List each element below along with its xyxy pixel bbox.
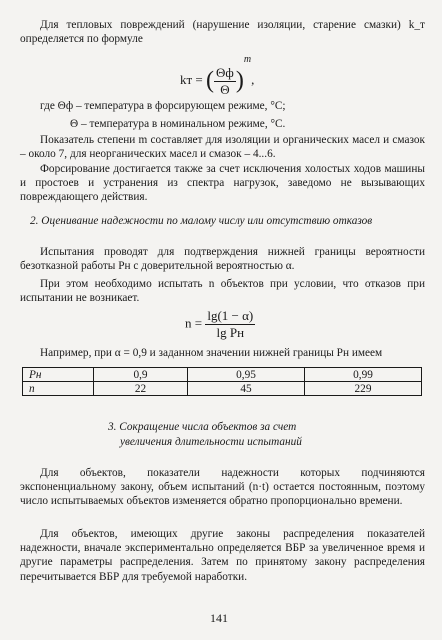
paragraph-thermal-damage: Для тепловых повреждений (нарушение изоляции, старение смазки) k_т определяется по формуле: [20, 19, 425, 46]
table-cell: 229: [304, 382, 421, 396]
formula-kt: kт = ( $\frac{\Theta ф}{\Theta}$ )$^m$,: [180, 54, 255, 97]
paragraph-n-objects: При этом необходимо испытать n объектов при условии, что отказов при испытании не возникает.: [20, 278, 425, 305]
page-number: 141: [210, 611, 228, 625]
formula-n-denominator: lg Pн: [216, 325, 245, 340]
definition-theta-f: где Θф – температура в форсирующем режиме, °С;: [40, 100, 286, 112]
formula-kt-fraction: [214, 65, 236, 98]
paragraph-forcing: Форсирование достигается также за счет исключения холостых ходов машины и простоев и устранения из спектра нагрузок, заведомо не вызывающих повреждающего действия.: [20, 163, 425, 204]
section-heading-3-line2: увеличения длительности испытаний: [120, 436, 302, 448]
section-heading-3-line1: 3. Сокращение числа объектов за счет: [108, 421, 297, 433]
formula-kt-tail: ,: [251, 72, 255, 87]
definition-theta: Θ – температура в номинальном режиме, °С.: [70, 118, 286, 130]
formula-kt-numerator: Θф: [216, 64, 234, 80]
table-cell: 0,9: [94, 368, 188, 382]
table-cell: 22: [94, 382, 188, 396]
table-cell: Pн: [23, 368, 94, 382]
table-cell: 0,99: [304, 368, 421, 382]
formula-n-lhs: n =: [185, 315, 203, 331]
table-row: [23, 368, 422, 382]
table-row: [23, 382, 422, 396]
formula-kt-exponent: m: [243, 54, 252, 65]
reliability-table: [22, 367, 422, 396]
paragraph-example: Например, при α = 0,9 и заданном значении нижней границы Pн имеем: [40, 347, 383, 359]
table-cell: 0,95: [188, 368, 305, 382]
table-cell: n: [23, 382, 94, 396]
paragraph-exponential: Для объектов, показатели надежности которых подчиняются экспоненциальному закону, объем испытаний (n·t) остается постоянным, поэтому число испытываемых объектов изменяется обратно пропорционально времени.: [20, 467, 425, 508]
section-heading-2: 2. Оценивание надежности по малому числу или отсутствию отказов: [30, 215, 373, 227]
paragraph-exponent: Показатель степени m составляет для изоляции и органических масел и смазок – около 7, для неорганических масел и смазок – 4...6.: [20, 134, 425, 161]
formula-kt-denominator: Θ: [220, 81, 230, 97]
formula-n-numerator: lg(1 − α): [207, 308, 254, 323]
paragraph-other-laws: Для объектов, имеющих другие законы распределения показателей надежности, вначале экспериментально определяется ВБР за увеличенное время и другие параметры распределения. Затем по принятому закону распределения перечитывается ВБР для требуемой наработки.: [20, 528, 425, 583]
formula-n: [185, 308, 255, 341]
formula-n-fraction: [205, 308, 255, 341]
paragraph-tests: Испытания проводят для подтверждения нижней границы вероятности безотказной работы Pн с доверительной вероятностью α.: [20, 246, 425, 273]
table-cell: 45: [188, 382, 305, 396]
formula-kt-lhs: kт =: [180, 72, 203, 87]
